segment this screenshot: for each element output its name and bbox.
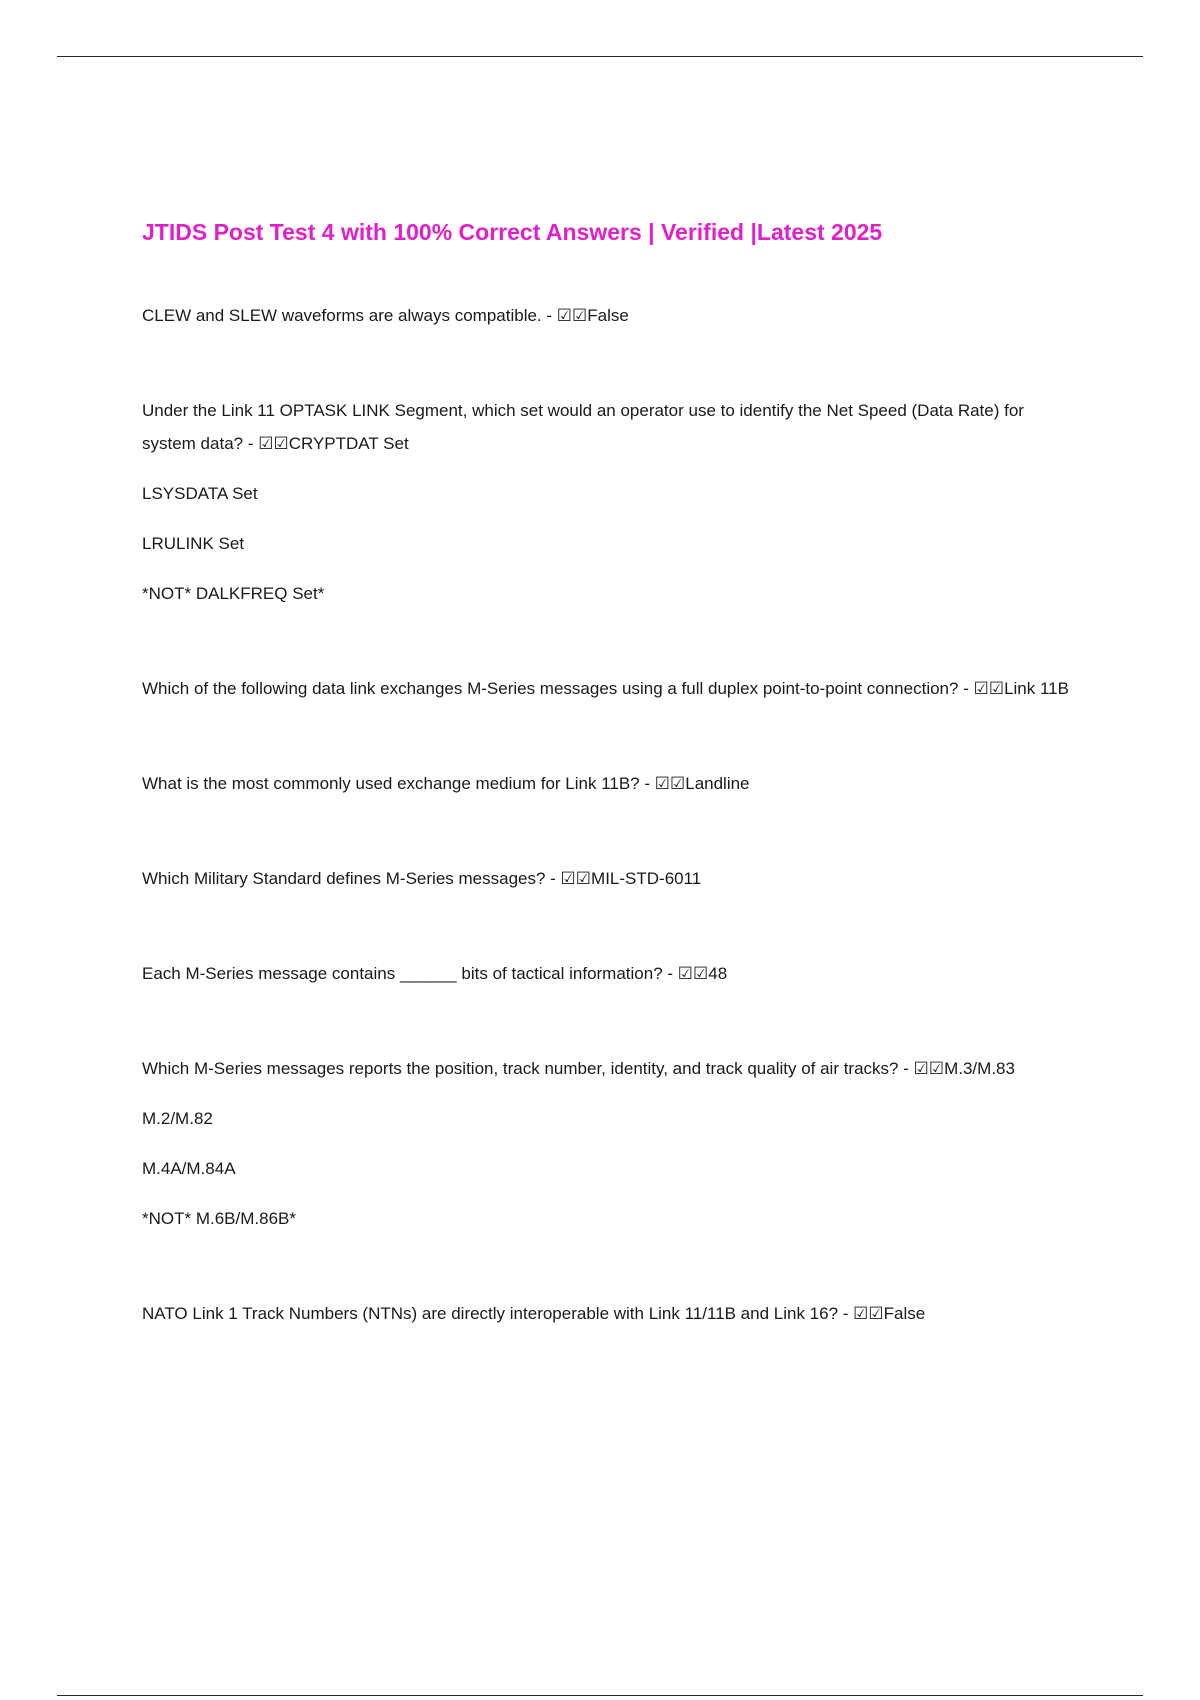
answer-text: Landline	[685, 774, 750, 793]
option-text: *NOT* DALKFREQ Set*	[142, 584, 325, 603]
checkmark-icon: - ☑☑	[838, 1304, 884, 1323]
question-text: Which Military Standard defines M-Series messages?	[142, 869, 546, 888]
question-text: Which of the following data link exchanges M-Series messages using a full duplex point-to-point connection?	[142, 679, 959, 698]
question-text: NATO Link 1 Track Numbers (NTNs) are directly interoperable with Link 11/11B and Link 16?	[142, 1304, 839, 1323]
checkmark-icon: - ☑☑	[545, 869, 592, 888]
qa-item	[142, 299, 1072, 332]
checkmark-icon: - ☑☑	[898, 1059, 945, 1078]
qa-item	[142, 672, 1072, 705]
answer-text: MIL-STD-6011	[591, 869, 702, 888]
header-rule	[57, 56, 1143, 57]
checkmark-icon: - ☑☑	[662, 964, 709, 983]
document-body	[142, 212, 1072, 1330]
option-text: LRULINK Set	[142, 534, 245, 553]
qa-item	[142, 394, 1072, 610]
option-text: LSYSDATA Set	[142, 484, 258, 503]
answer-text: M.3/M.83	[944, 1059, 1015, 1078]
answer-text: False	[883, 1304, 926, 1323]
option-text: *NOT* M.6B/M.86B*	[142, 1209, 296, 1228]
answer-text: Link 11B	[1004, 679, 1069, 698]
question-text: CLEW and SLEW waveforms are always compatible.	[142, 306, 542, 325]
checkmark-icon: - ☑☑	[958, 679, 1005, 698]
answer-text: False	[587, 306, 629, 325]
checkmark-icon: - ☑☑	[639, 774, 686, 793]
question-text: Each M-Series message contains ______ bits of tactical information?	[142, 964, 663, 983]
option-text: M.2/M.82	[142, 1109, 213, 1128]
qa-list	[142, 299, 1072, 1330]
qa-item	[142, 957, 1072, 990]
footer-rule	[57, 1695, 1143, 1696]
question-text: What is the most commonly used exchange medium for Link 11B?	[142, 774, 640, 793]
document-title: JTIDS Post Test 4 with 100% Correct Answers | Verified |Latest 2025	[142, 219, 883, 245]
checkmark-icon: - ☑☑	[541, 306, 588, 325]
checkmark-icon: - ☑☑	[243, 434, 289, 453]
qa-item	[142, 1052, 1072, 1235]
question-text: Under the Link 11 OPTASK LINK Segment, which set would an operator use to identify the Net Speed (Data Rate) for system data?	[142, 401, 1024, 453]
answer-text: 48	[708, 964, 728, 983]
answer-text: CRYPTDAT Set	[288, 434, 409, 453]
option-text: M.4A/M.84A	[142, 1159, 236, 1178]
question-text: Which M-Series messages reports the position, track number, identity, and track quality of air tracks?	[142, 1059, 899, 1078]
qa-item	[142, 767, 1072, 800]
qa-item	[142, 1297, 1072, 1330]
qa-item	[142, 862, 1072, 895]
